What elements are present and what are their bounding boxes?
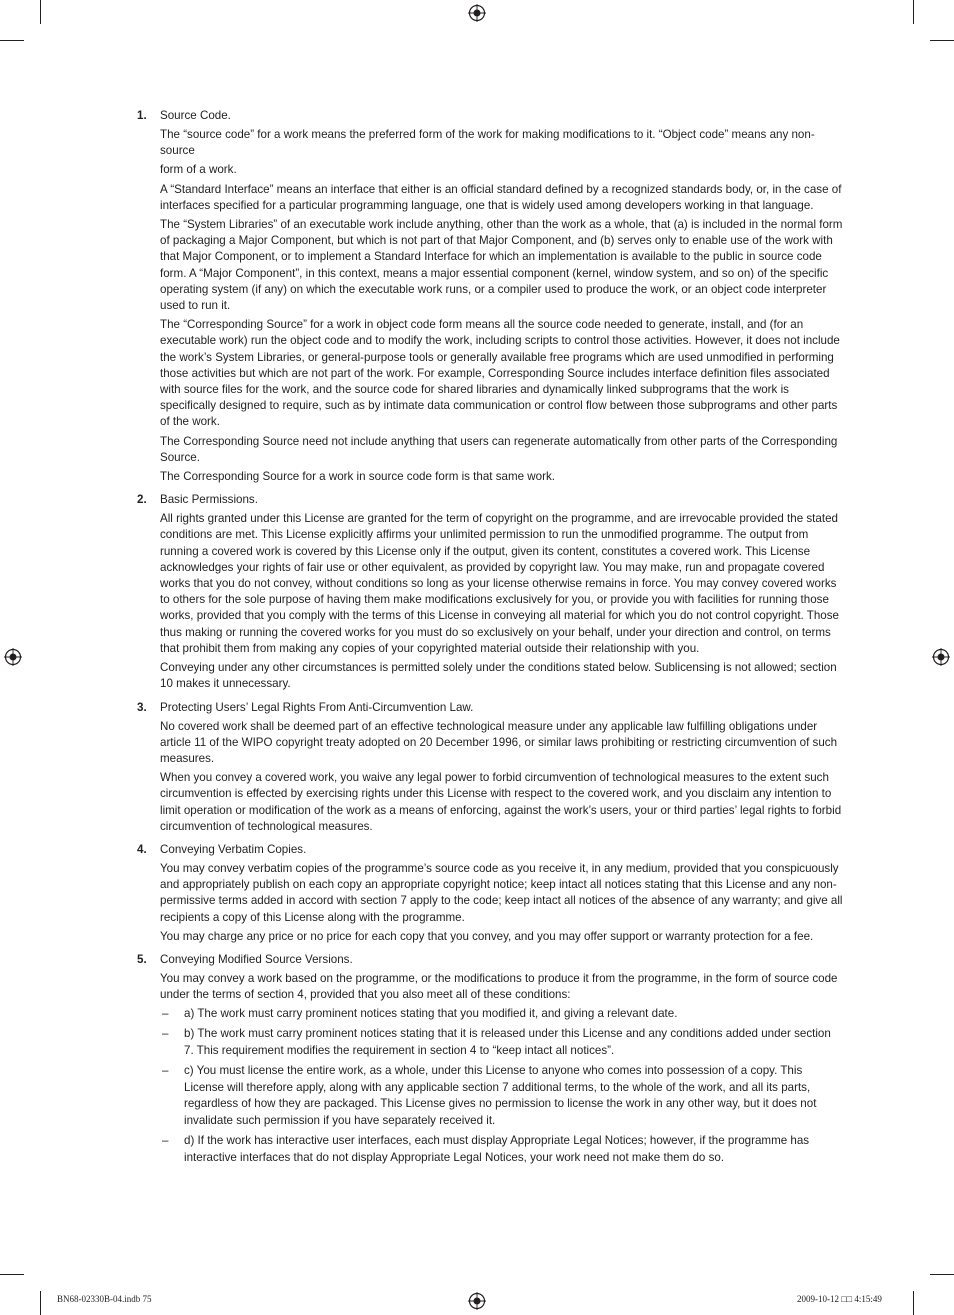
registration-mark-icon bbox=[4, 648, 22, 666]
dash-bullet: – bbox=[162, 1063, 169, 1077]
section-heading bbox=[137, 842, 843, 858]
list-item-text: c) You must license the entire work, as a whole, under this License to anyone who comes into possession of a copy. This License will therefore apply, along with any applicable section 7 additional terms, to the whole of the work, and all its parts, regardless of how they are packaged. This License gives no permission to license the work in any other way, but it does not invalidate such permission if you have separately received it. bbox=[184, 1063, 817, 1128]
section-number: 2. bbox=[137, 493, 147, 507]
crop-mark bbox=[913, 0, 914, 24]
crop-mark bbox=[930, 1274, 954, 1275]
registration-mark-icon bbox=[932, 648, 950, 666]
section-source-code bbox=[137, 108, 843, 485]
paragraph: A “Standard Interface” means an interface that either is an official standard defined by a recognized standards body, or, in the case of interfaces specified for a particular programming language, one that is widely used among developers working in that language. bbox=[160, 182, 842, 212]
crop-mark bbox=[930, 40, 954, 41]
paragraph: No covered work shall be deemed part of an effective technological measure under any applicable law fulfilling obligations under article 11 of the WIPO copyright treaty adopted on 20 December 1996, or similar laws prohibiting or restricting circumvention of such measures. bbox=[160, 719, 838, 765]
dash-bullet: – bbox=[162, 1133, 169, 1147]
list-item bbox=[137, 1026, 843, 1060]
paragraph: form of a work. bbox=[160, 163, 237, 177]
list-item-text: b) The work must carry prominent notices stating that it is released under this License and any conditions added under section 7. This requirement modifies the requirement in section 4 to “keep intact all notices”. bbox=[184, 1027, 831, 1057]
paragraph: All rights granted under this License are granted for the term of copyright on the programme, and are irrevocable provided the stated conditions are met. This License explicitly affirms your unlimited permission to run the unmodified programme. The output from running a covered work is covered by this License only if the output, given its content, constitutes a covered work. This License acknowledges your rights of fair use or other equivalent, as provided by copyright law. You may make, run and propagate covered works that you do not convey, without conditions so long as your license otherwise remains in force. You may convey covered works to others for the sole purpose of having them make modifications exclusively for you, or provide you with facilities for running those works, provided that you comply with the terms of this License in conveying all material for which you do not control copyright. Those thus making or running the covered works for you must do so exclusively on your behalf, under your direction and control, on terms that prohibit them from making any copies of your copyrighted material outside their relationship with you. bbox=[160, 512, 839, 655]
list-item bbox=[137, 1133, 843, 1167]
paragraph: When you convey a covered work, you waive any legal power to forbid circumvention of technological measures to the extent such circumvention is effected by exercising rights under this License with respect to the covered work, and you disclaim any intention to limit operation or modification of the work as a means of enforcing, against the work’s users, your or third parties’ legal rights to forbid circumvention of technological measures. bbox=[160, 771, 842, 833]
dash-bullet: – bbox=[162, 1027, 169, 1041]
section-heading bbox=[137, 108, 843, 124]
section-anti-circumvention bbox=[137, 700, 843, 835]
paragraph: You may charge any price or no price for each copy that you convey, and you may offer support or warranty protection for a fee. bbox=[160, 929, 814, 943]
section-title: Conveying Verbatim Copies. bbox=[160, 842, 307, 856]
paragraph: You may convey a work based on the programme, or the modifications to produce it from the programme, in the form of source code under the terms of section 4, provided that you also meet all of these conditions: bbox=[160, 971, 838, 1002]
section-title: Basic Permissions. bbox=[160, 493, 258, 507]
section-title: Protecting Users’ Legal Rights From Anti-Circumvention Law. bbox=[160, 700, 474, 714]
section-number: 4. bbox=[137, 842, 147, 856]
list-item bbox=[137, 1063, 843, 1130]
dash-bullet: – bbox=[162, 1007, 169, 1021]
section-heading bbox=[137, 700, 843, 716]
crop-mark bbox=[40, 1291, 41, 1315]
section-number: 1. bbox=[137, 109, 147, 122]
section-verbatim-copies bbox=[137, 842, 843, 945]
crop-mark bbox=[0, 1274, 24, 1275]
section-title: Conveying Modified Source Versions. bbox=[160, 952, 353, 966]
section-number: 5. bbox=[137, 952, 147, 966]
paragraph: Conveying under any other circumstances is permitted solely under the conditions stated below. Sublicensing is not allowed; section 10 makes it unnecessary. bbox=[160, 661, 837, 691]
paragraph: You may convey verbatim copies of the programme’s source code as you receive it, in any medium, provided that you conspicuously and appropriately publish on each copy an appropriate copyright notice; keep intact all notices stating that this License and any non-permissive terms added in accord with section 7 apply to the code; keep intact all notices of the absence of any warranty; and give all recipients a copy of this License along with the programme. bbox=[160, 861, 843, 924]
section-modified-source bbox=[137, 952, 843, 1167]
paragraph: The “source code” for a work means the preferred form of the work for making modifications to it. “Object code” means any non-source bbox=[160, 128, 815, 158]
crop-mark bbox=[913, 1291, 914, 1315]
document-body bbox=[137, 108, 843, 1170]
footer-file-info: BN68-02330B-04.indb 75 bbox=[57, 1294, 152, 1304]
section-title: Source Code. bbox=[160, 109, 231, 122]
list-item-text: a) The work must carry prominent notices stating that you modified it, and giving a relevant date. bbox=[184, 1007, 678, 1021]
list-item bbox=[137, 1006, 843, 1023]
footer-timestamp: 2009-10-12 □□ 4:15:49 bbox=[797, 1294, 882, 1304]
paragraph: The Corresponding Source for a work in source code form is that same work. bbox=[160, 470, 556, 484]
list-item-text: d) If the work has interactive user interfaces, each must display Appropriate Legal Notices; however, if the programme has interactive interfaces that do not display Appropriate Legal Notices, your work need not make them do so. bbox=[184, 1133, 810, 1164]
section-heading bbox=[137, 952, 843, 968]
paragraph: The “System Libraries” of an executable work include anything, other than the work as a whole, that (a) is included in the normal form of packaging a Major Component, but which is not part of that Major Component, and (b) serves only to enable use of the work with that Major Component, or to implement a Standard Interface for which an implementation is available to the public in source code form. A “Major Component”, in this context, means a major essential component (kernel, window system, and so on) of the specific operating system (if any) on which the executable work runs, or a compiler used to produce the work, or an object code interpreter used to run it. bbox=[160, 218, 843, 313]
paragraph: The Corresponding Source need not include anything that users can regenerate automatically from other parts of the Corresponding Source. bbox=[160, 434, 838, 464]
crop-mark bbox=[40, 0, 41, 24]
section-number: 3. bbox=[137, 700, 147, 714]
crop-mark bbox=[0, 40, 24, 41]
section-heading bbox=[137, 492, 843, 508]
registration-mark-icon bbox=[468, 4, 486, 22]
paragraph: The “Corresponding Source” for a work in object code form means all the source code needed to generate, install, and (for an executable work) run the object code and to modify the work, including scripts to control those activities. However, it does not include the work’s System Libraries, or general-purpose tools or generally available free programs which are used unmodified in performing those activities but which are not part of the work. For example, Corresponding Source includes interface definition files associated with source files for the work, and the source code for shared libraries and dynamically linked subprograms that the work is specifically designed to require, such as by intimate data communication or control flow between those subprograms and other parts of the work. bbox=[160, 318, 840, 429]
registration-mark-icon bbox=[468, 1292, 486, 1310]
section-basic-permissions bbox=[137, 492, 843, 692]
